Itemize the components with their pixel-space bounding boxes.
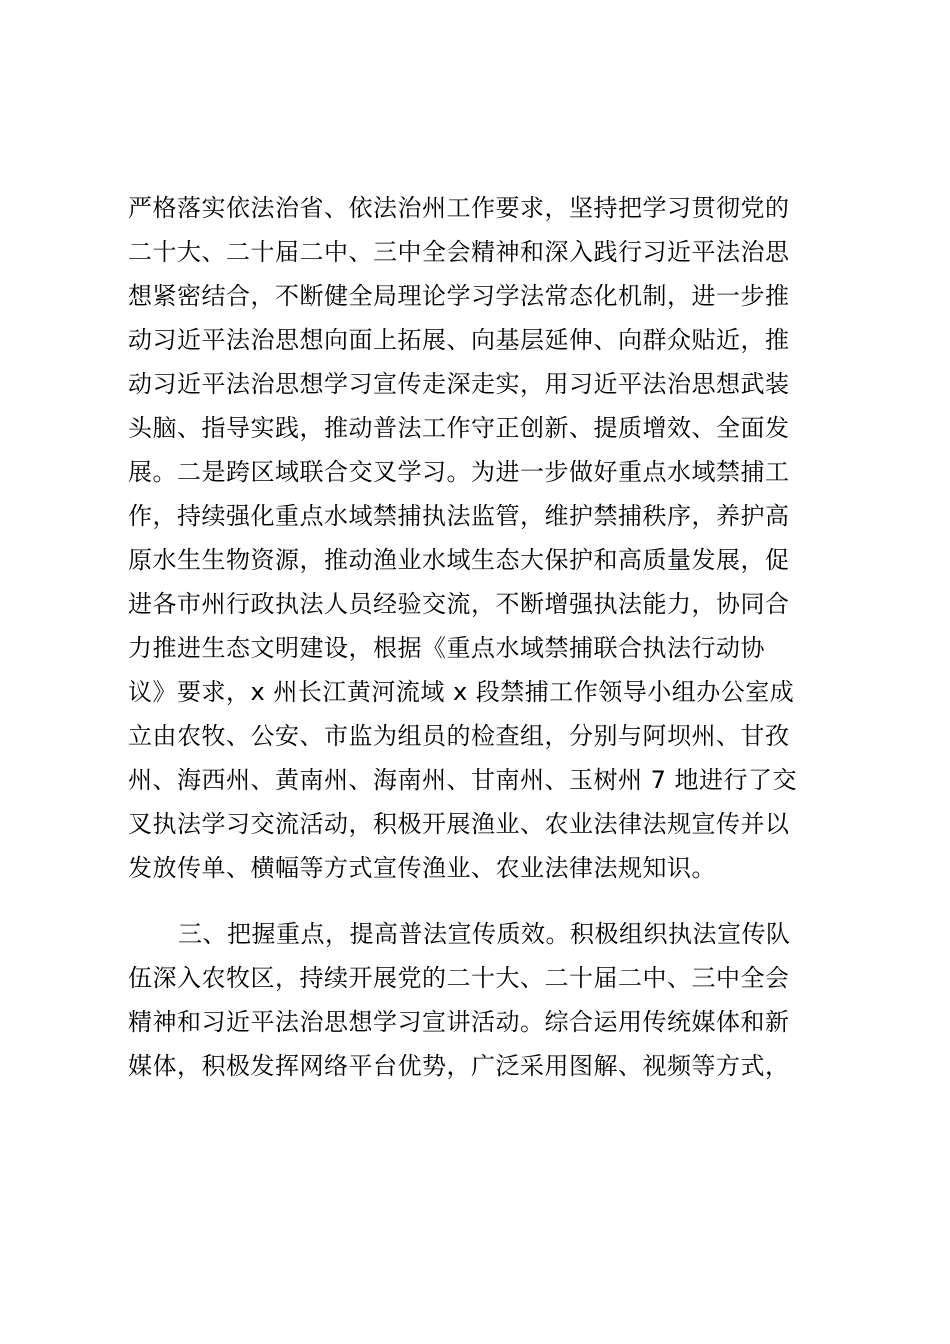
- paragraph-line: 动习近平法治思想学习宣传走深走实，用习近平法治思想武装: [128, 370, 790, 398]
- paragraph-line: 头脑、指导实践，推动普法工作守正创新、提质增效、全面发: [128, 414, 790, 442]
- paragraph-2: [128, 912, 838, 1088]
- paragraph-line: 媒体，积极发挥网络平台优势，广泛采用图解、视频等方式，: [128, 1052, 790, 1080]
- paragraph-line: 作，持续强化重点水域禁捕执法监管，维护禁捕秩序，养护高: [128, 502, 790, 530]
- paragraph-1: [128, 186, 838, 890]
- paragraph-line: 进各市州行政执法人员经验交流，不断增强执法能力，协同合: [128, 590, 790, 618]
- paragraph-spacer: [128, 890, 838, 912]
- paragraph-line: 力推进生态文明建设，根据《重点水域禁捕联合执法行动协: [128, 634, 765, 662]
- paragraph-line: 原水生生物资源，推动渔业水域生态大保护和高质量发展，促: [128, 546, 790, 574]
- paragraph-line: 伍深入农牧区，持续开展党的二十大、二十届二中、三中全会: [128, 964, 790, 992]
- paragraph-line: 州、海西州、黄南州、海南州、甘南州、玉树州 7 地进行了交: [128, 766, 798, 794]
- paragraph-line: 三、把握重点，提高普法宣传质效。积极组织执法宣传队: [178, 920, 791, 948]
- paragraph-line: 展。二是跨区域联合交叉学习。为进一步做好重点水域禁捕工: [128, 458, 790, 486]
- document-body: [128, 186, 838, 1088]
- paragraph-line: 议》要求，x 州长江黄河流域 x 段禁捕工作领导小组办公室成: [128, 678, 795, 706]
- paragraph-line: 严格落实依法治省、依法治州工作要求，坚持把学习贯彻党的: [128, 194, 790, 222]
- paragraph-line: 动习近平法治思想向面上拓展、向基层延伸、向群众贴近，推: [128, 326, 790, 354]
- paragraph-line: 精神和习近平法治思想学习宣讲活动。综合运用传统媒体和新: [128, 1008, 790, 1036]
- paragraph-line: 立由农牧、公安、市监为组员的检查组，分别与阿坝州、甘孜: [128, 722, 790, 750]
- paragraph-line: 发放传单、横幅等方式宣传渔业、农业法律法规知识。: [128, 854, 716, 882]
- paragraph-line: 叉执法学习交流活动，积极开展渔业、农业法律法规宣传并以: [128, 810, 790, 838]
- paragraph-line: 二十大、二十届二中、三中全会精神和深入践行习近平法治思: [128, 238, 790, 266]
- paragraph-line: 想紧密结合，不断健全局理论学习学法常态化机制，进一步推: [128, 282, 790, 310]
